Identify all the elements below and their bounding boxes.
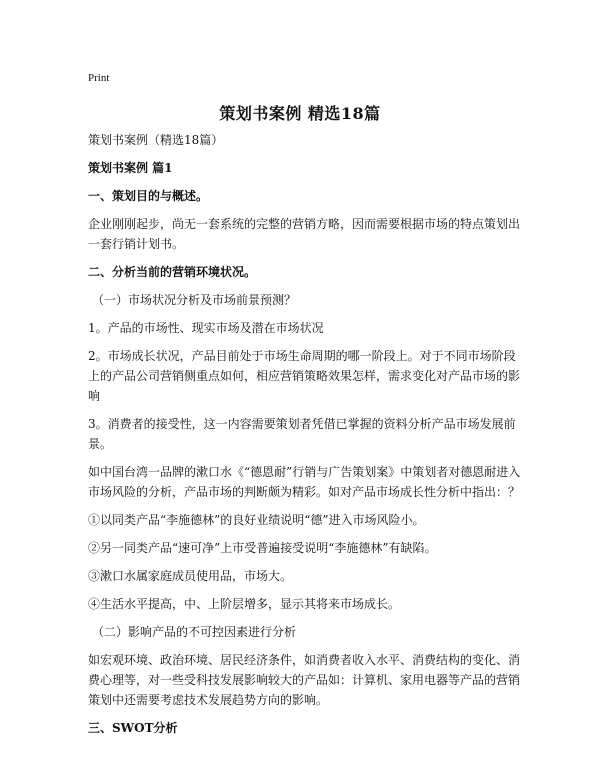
paragraph: 企业刚刚起步，尚无一套系统的完整的营销方略，因而需要根据市场的特点策划出一套行销计划书。 [88,217,521,251]
paragraph: 3。消费者的接受性，这一内容需要策划者凭借已掌握的资料分析产品市场发展前景。 [88,417,516,451]
paragraph: 2。市场成长状况，产品目前处于市场生命周期的哪一阶段上。对于不同市场阶段上的产品公司营销侧重点如何，相应营销策略效果怎样，需求变化对产品市场的影响 [88,349,521,403]
document-subtitle: 策划书案例（精选18篇） [88,133,224,147]
document-body [88,130,523,746]
paragraph: （二）影响产品的不可控因素进行分析 [92,625,297,639]
list-item: ③漱口水属家庭成员使用品，市场大。 [88,569,293,583]
list-item: ②另一同类产品“速可净”上市受普遍接受说明“李施德林”有缺陷。 [88,541,437,555]
heading-1: 一、策划目的与概述。 [88,189,209,203]
document-title: 策划书案例 精选18篇 [219,104,381,123]
paragraph: 如中国台湾一品牌的漱口水《“德恩耐”行销与广告策划案》中策划者对德恩耐进入市场风险的分析，产品市场的判断颇为精彩。如对产品市场成长性分析中指出：？ [88,465,521,499]
list-item: ④生活水平提高，中、上阶层增多，显示其将来市场成长。 [88,597,401,611]
paragraph: 如宏观环境、政治环境、居民经济条件，如消费者收入水平、消费结构的变化、消费心理等，对一些受科技发展影响较大的产品如：计算机、家用电器等产品的营销策划中还需要考虑技术发展趋势方向的影响。 [88,653,521,707]
section-title: 策划书案例 篇1 [88,161,173,175]
heading-3: 三、SWOT分析 [88,721,178,735]
print-label: Print [88,72,110,84]
heading-2: 二、分析当前的营销环境状况。 [88,265,257,279]
paragraph: 1。产品的市场性、现实市场及潜在市场状况 [88,321,324,335]
list-item: ①以同类产品“李施德林”的良好业绩说明“德”进入市场风险小。 [88,513,425,527]
paragraph: （一）市场状况分析及市场前景预测？ [92,293,297,307]
